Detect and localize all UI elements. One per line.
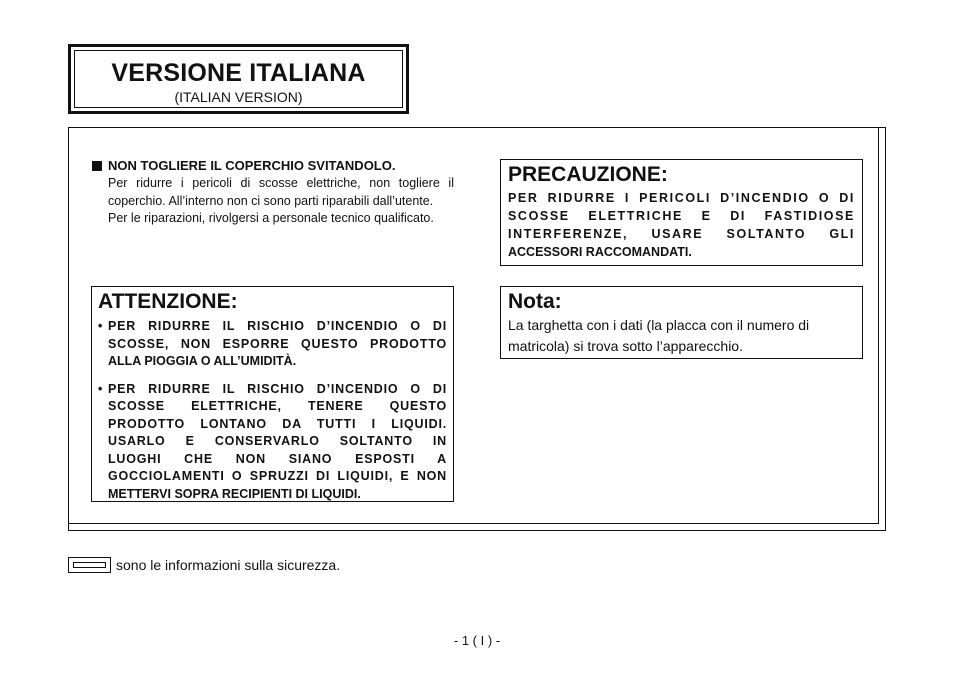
attenzione-line: USARLO E CONSERVARLO SOLTANTO IN	[108, 434, 447, 448]
attenzione-line: PER RIDURRE IL RISCHIO D’INCENDIO O DI	[108, 381, 447, 396]
bullet-icon: •	[98, 319, 103, 333]
attenzione-line: SCOSSE, NON ESPORRE QUESTO PRODOTTO	[108, 336, 447, 351]
precauzione-last-line: ACCESSORI RACCOMANDATI.	[508, 245, 692, 259]
safety-frame-icon	[68, 557, 111, 573]
title-inner-frame	[74, 50, 403, 108]
cover-warning-para2: Per le riparazioni, rivolgersi a personale tecnico qualificato.	[108, 211, 434, 225]
attenzione-box	[91, 286, 454, 502]
title-box	[68, 44, 409, 114]
nota-title: Nota:	[508, 290, 562, 313]
attenzione-last-line: METTERVI SOPRA RECIPIENTI DI LIQUIDI.	[108, 486, 361, 501]
cover-warning-para1: Per ridurre i pericoli di scosse elettriche, non togliere il coperchio. All’interno non ci sono parti riparabili dall’utente.	[108, 176, 454, 208]
attenzione-item	[98, 381, 447, 504]
cover-warning-heading	[92, 158, 454, 173]
attenzione-title: ATTENZIONE:	[98, 290, 238, 313]
precauzione-title: PRECAUZIONE:	[508, 163, 668, 186]
precauzione-line: PER RIDURRE I PERICOLI D’INCENDIO O DI	[508, 191, 855, 205]
cover-warning-heading-text: NON TOGLIERE IL COPERCHIO SVITANDOLO.	[108, 158, 396, 173]
safety-legend-text: sono le informazioni sulla sicurezza.	[116, 557, 341, 573]
precauzione-line: INTERFERENZE, USARE SOLTANTO GLI	[508, 227, 855, 241]
nota-text: La targhetta con i dati (la placca con il numero di matricola) si trova sotto l’apparecchio.	[508, 317, 810, 354]
attenzione-line: GOCCIOLAMENTI O SPRUZZI DI LIQUIDI, E NON	[108, 469, 447, 483]
safety-legend	[68, 557, 340, 573]
attenzione-list	[98, 318, 447, 503]
attenzione-last-line: ALLA PIOGGIA O ALL’UMIDITÀ.	[108, 354, 297, 368]
nota-box	[500, 286, 863, 359]
page-number: - 1 ( I ) -	[453, 633, 501, 648]
attenzione-item	[98, 318, 447, 371]
precauzione-box	[500, 159, 863, 266]
precauzione-line: SCOSSE ELETTRICHE E DI FASTIDIOSE	[508, 209, 855, 223]
attenzione-line: SCOSSE ELETTRICHE, TENERE QUESTO	[108, 399, 447, 413]
bullet-icon: •	[98, 381, 103, 396]
attenzione-line: LUOGHI CHE NON SIANO ESPOSTI A	[108, 451, 447, 466]
attenzione-line: PER RIDURRE IL RISCHIO D’INCENDIO O DI	[108, 319, 447, 333]
page-title: VERSIONE ITALIANA	[111, 59, 366, 87]
square-bullet-icon	[92, 161, 102, 171]
cover-warning	[92, 158, 454, 228]
attenzione-line: PRODOTTO LONTANO DA TUTTI I LIQUIDI.	[108, 416, 447, 431]
page-subtitle: (ITALIAN VERSION)	[174, 89, 303, 105]
